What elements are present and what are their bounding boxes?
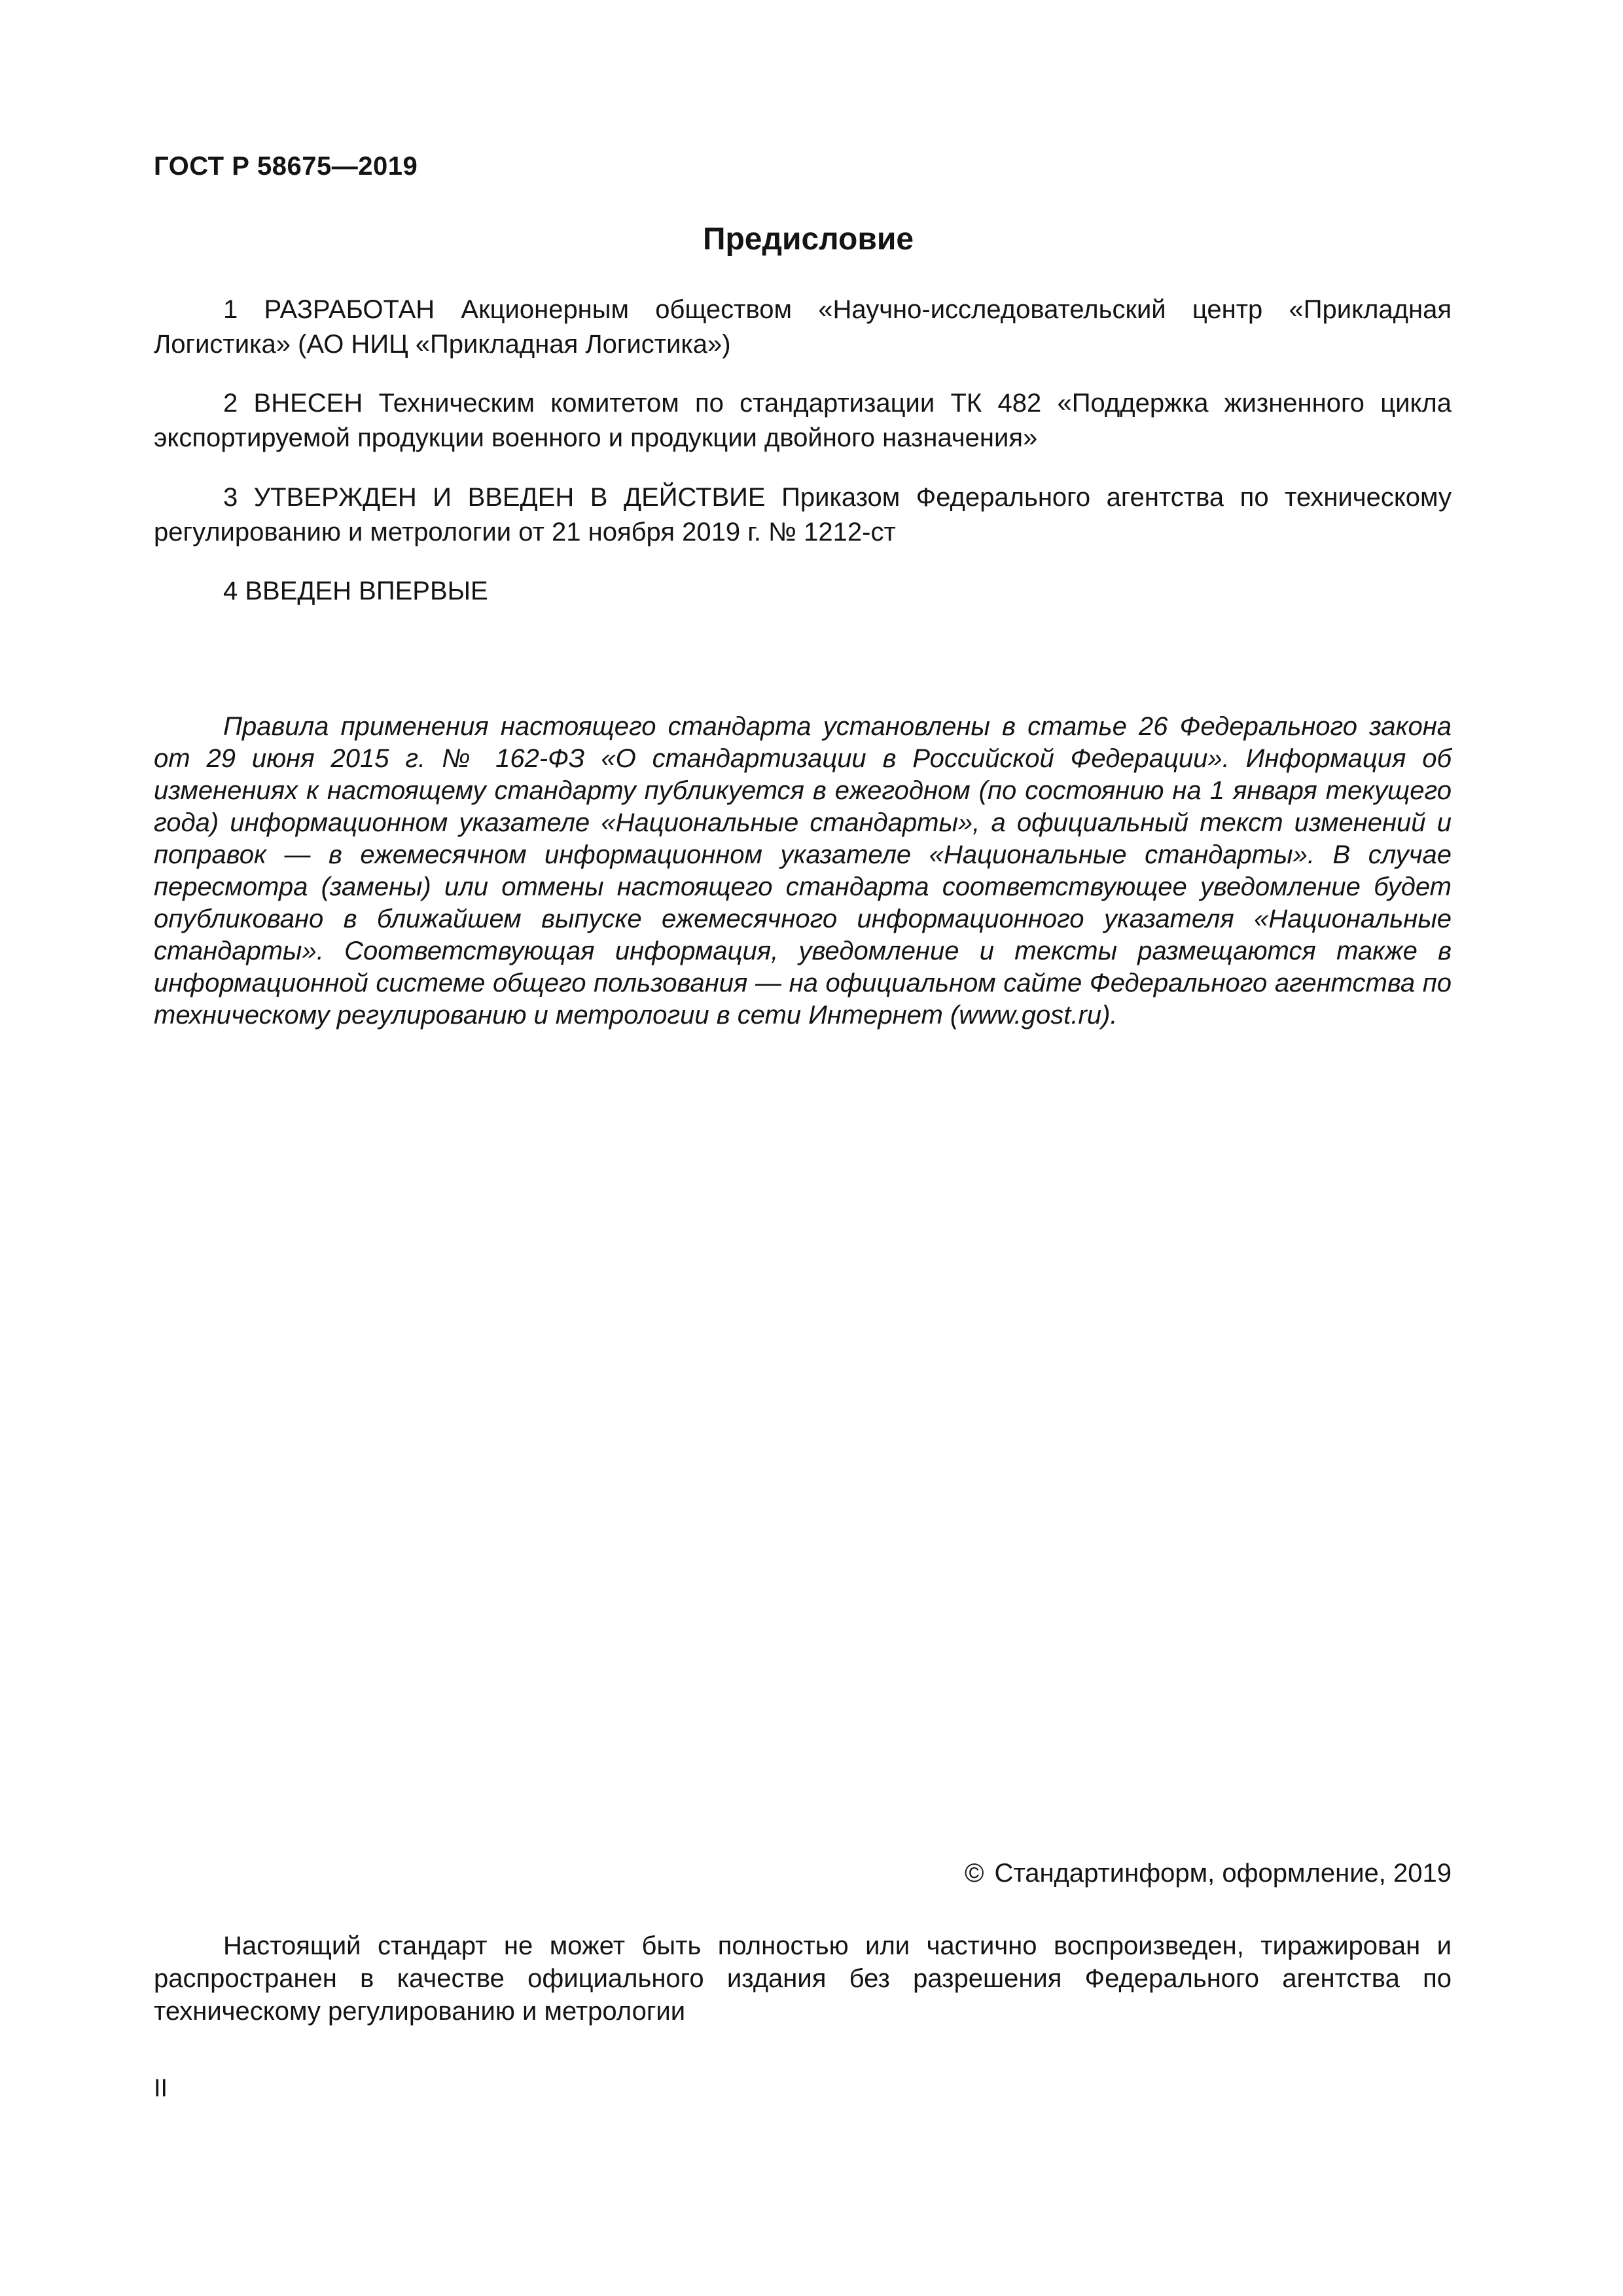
preface-item-2: 2 ВНЕСЕН Техническим комитетом по стандартизации ТК 482 «Поддержка жизненного цикла экспортируемой продукции военного и продукции двойного назначения» <box>154 389 1452 452</box>
application-rules-notice: Правила применения настоящего стандарта установлены в статье 26 Федерального закона от 29 июня 2015 г. № 162-ФЗ «О стандартизации в Российской Федерации». Информация об изменениях к настоящему стандарту публикуется в ежегодном (по состоянию на 1 января текущего года) информационном указателе «Национальные стандарты», а официальный текст изменений и поправок — в ежемесячном информационном указателе «Национальные стандарты». В случае пересмотра (замены) или отмены настоящего стандарта соответствующее уведомление будет опубликовано в ближайшем выпуске ежемесячного информационного указателя «Национальные стандарты». Соответствующая информация, уведомление и тексты размещаются также в информационной системе общего пользования — на официальном сайте Федерального агентства по техническому регулированию и метрологии в сети Интернет (www.gost.ru). <box>154 712 1452 1030</box>
preface-item-3: 3 УТВЕРЖДЕН И ВВЕДЕН В ДЕЙСТВИЕ Приказом Федерального агентства по техническому регулированию и метрологии от 21 ноября 2019 г. № 1212-ст <box>154 483 1452 547</box>
copyright-line <box>965 1859 1452 1888</box>
reproduction-notice: Настоящий стандарт не может быть полностью или частично воспроизведен, тиражирован и распространен в качестве официального издания без разрешения Федерального агентства по техническому регулированию и метрологии <box>154 1931 1452 2026</box>
document-code: ГОСТ Р 58675—2019 <box>154 152 418 181</box>
preface-title: Предисловие <box>702 222 914 257</box>
copyright-icon: © <box>964 1859 984 1888</box>
copyright-text: Стандартинформ, оформление, 2019 <box>994 1859 1452 1888</box>
page-number: II <box>154 2075 168 2102</box>
preface-item-1: 1 РАЗРАБОТАН Акционерным обществом «Научно-исследовательский центр «Прикладная Логистика» (АО НИЦ «Прикладная Логистика») <box>154 295 1452 359</box>
preface-item-4: 4 ВВЕДЕН ВПЕРВЫЕ <box>223 577 488 605</box>
